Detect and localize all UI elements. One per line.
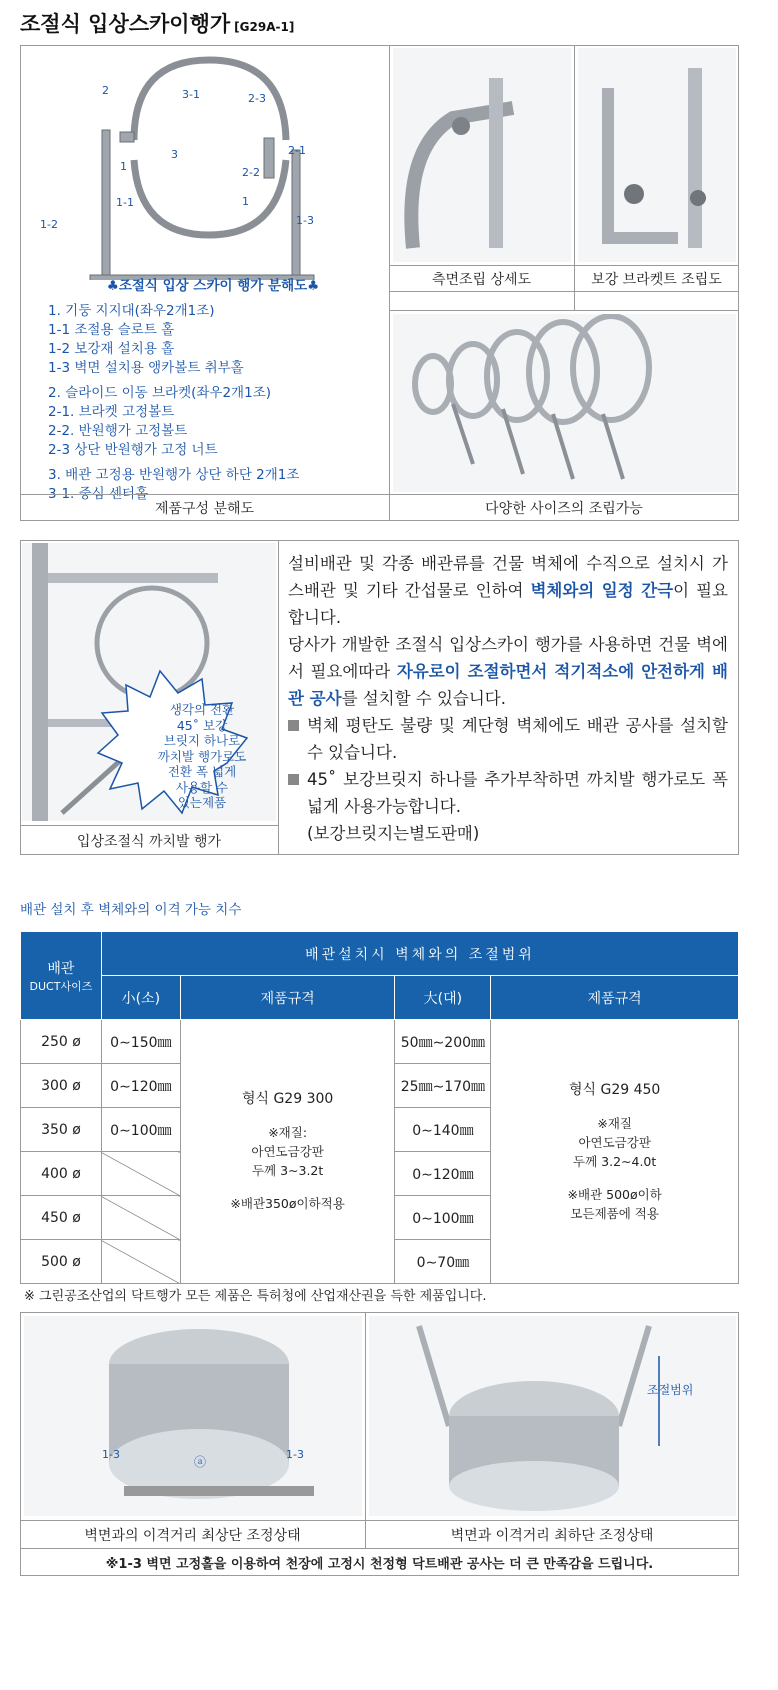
legend-line: 1-1 조절용 슬로트 홀 <box>48 322 175 338</box>
table-row: 350 ø 0∼100㎜ 0∼140㎜ <box>21 1108 739 1152</box>
badge-line: 45˚ 보강 <box>176 717 228 733</box>
exploded-diagram-svg <box>24 50 384 280</box>
label-1-2: 1-2 <box>40 218 58 231</box>
pipe-size-header: 배관 DUCT사이즈 <box>21 932 102 1020</box>
table-row: 400 ø 0∼120㎜ <box>21 1152 739 1196</box>
caption-bottom-adjust: 벽면과 이격거리 최하단 조정상태 <box>365 1520 739 1548</box>
product-description <box>288 550 728 847</box>
patent-note: ※ 그린공조산업의 닥트행가 모든 제품은 특허청에 산업재산권을 득한 제품입니다. <box>24 1289 487 1304</box>
spec-header-small: 제품규격 <box>180 976 395 1020</box>
badge-line: 사용할 수 <box>175 779 229 795</box>
label-2-1: 2-1 <box>288 144 306 157</box>
range-header: 배관설치시 벽체와의 조절범위 <box>101 932 738 976</box>
label-1-3: 1-3 <box>296 214 314 227</box>
label-a: ⓐ <box>194 1455 207 1469</box>
label-3-1: 3-1 <box>182 88 200 101</box>
label-1-1: 1-1 <box>116 196 134 209</box>
desc-paragraph-2: 당사가 개발한 조절식 입상스카이 행가를 사용하면 건물 벽에서 필요에따라 자유로이 조절하면서 적기적소에 안전하게 배관 공사를 설치할 수 있습니다. <box>288 635 728 708</box>
label-2-2: 2-2 <box>242 166 260 179</box>
desc-paragraph-1: 설비배관 및 각종 배관류를 건물 벽체에 수직으로 설치시 가스배관 및 기타 간섭물로 인하여 벽체와의 일정 간극이 필요합니다. <box>288 554 728 627</box>
legend-group-2 <box>48 384 378 460</box>
large-header: 大(대) <box>395 976 491 1020</box>
legend-line: 1. 기둥 지지대(좌우2개1조) <box>48 303 215 319</box>
page-title: 조절식 입상스카이행가 [G29A-1] <box>20 12 295 36</box>
label-2-3: 2-3 <box>248 92 266 105</box>
caption-bracket: 보강 브라켓트 조립도 <box>574 265 739 292</box>
legend-group-1 <box>48 302 378 378</box>
side-assembly-image <box>393 48 571 262</box>
spec-small-cell: 형식 G29 300 ※재질: 아연도금강판 두께 3∼3.2t ※배관350ø이하적용 <box>180 1020 395 1284</box>
legend-line: 1-2 보강재 설치용 홀 <box>48 341 175 357</box>
exploded-diagram <box>24 50 384 280</box>
bracket-left <box>120 132 134 142</box>
legend-line: 1-3 벽면 설치용 앵카볼트 취부홀 <box>48 360 244 376</box>
label-1: 1 <box>120 160 127 173</box>
left-column <box>102 130 110 280</box>
table-row: 300 ø 0∼120㎜ 25㎜∼170㎜ <box>21 1064 739 1108</box>
final-note: ※1-3 벽면 고정홀을 이용하여 천장에 고정시 천정형 닥트배관 공사는 더 큰 만족감을 드립니다. <box>20 1548 739 1576</box>
legend-line: 2. 슬라이드 이동 브라켓(좌우2개1조) <box>48 385 271 401</box>
empty-cell <box>101 1196 180 1240</box>
empty-cell <box>101 1152 180 1196</box>
badge-line: 까치발 행가로도 <box>157 748 247 764</box>
empty-cell <box>101 1240 180 1284</box>
caption-sizes: 다양한 사이즈의 조립가능 <box>389 494 739 521</box>
sizes-photo <box>393 314 736 492</box>
feature-badge <box>132 702 272 811</box>
bracket-image <box>578 48 736 262</box>
label-2: 2 <box>102 84 109 97</box>
product-code: [G29A-1] <box>234 20 295 34</box>
legend-line: 2-3 상단 반원행가 고정 너트 <box>48 442 218 458</box>
legend-line: 2-1. 브라켓 고정볼트 <box>48 404 175 420</box>
badge-line: 생각의 전환 <box>169 702 235 717</box>
badge-line: 있는제품 <box>177 795 227 810</box>
bottom-adjust-image <box>369 1316 736 1516</box>
table-subheading: 배관 설치 후 벽체와의 이격 가능 치수 <box>20 902 242 918</box>
spec-large-cell: 형식 G29 450 ※재질 아연도금강판 두께 3.2∼4.0t ※배관 500ø이하 모든제품에 적용 <box>491 1020 739 1284</box>
label-1-3-right: 1-3 <box>286 1448 304 1461</box>
caption-exploded: 제품구성 분해도 <box>20 494 389 521</box>
lower-half-hanger <box>134 160 286 235</box>
side-assembly-photo <box>393 48 571 262</box>
badge-line: 브릿지 하나로 <box>163 733 241 748</box>
caption-side: 측면조립 상세도 <box>389 265 574 292</box>
table-row: 250 ø 0∼150㎜ 형식 G29 300 ※재질: 아연도금강판 두께 3∼3.2t ※배관350ø이하적용 50㎜∼200㎜ 형식 G29 450 ※재질 아연도금강판 두께 3.2∼4.0t ※배관 500ø이하 모든제품에 적용 <box>21 1020 739 1064</box>
table-row: 500 ø 0∼70㎜ <box>21 1240 739 1284</box>
bottom-adjust-photo <box>369 1316 736 1516</box>
sizes-image <box>393 314 736 492</box>
bracket-photo <box>578 48 736 262</box>
desc-bullet-2: 45˚ 보강브릿지 하나를 추가부착하면 까치발 행가로도 폭넓게 사용가능합니다. (보강브릿지는별도판매) <box>288 766 728 847</box>
table-row: 450 ø 0∼100㎜ <box>21 1196 739 1240</box>
small-header: 小(소) <box>101 976 180 1020</box>
caption-bracket-hanger: 입상조절식 까치발 행가 <box>20 825 278 855</box>
top-adjust-image <box>24 1316 362 1516</box>
label-3: 3 <box>171 148 178 161</box>
caption-top-adjust: 벽면과의 이격거리 최상단 조정상태 <box>20 1520 365 1548</box>
label-range: 조절범위 <box>647 1383 694 1397</box>
legend-line: 2-2. 반원행가 고정볼트 <box>48 423 188 439</box>
top-adjust-photo <box>24 1316 362 1516</box>
legend-line: 3. 배관 고정용 반원행가 상단 하단 2개1조 <box>48 467 300 483</box>
bracket-right <box>264 138 274 178</box>
legend-title: ♣조절식 입상 스카이 행가 분해도♣ <box>106 278 320 294</box>
spec-header-large: 제품규격 <box>491 976 739 1020</box>
legend-line: 3-1. 중심 센터홀 <box>48 486 149 502</box>
spec-table <box>20 931 739 1284</box>
desc-bullet-1: 벽체 평탄도 불량 및 계단형 벽체에도 배관 공사를 설치할 수 있습니다. <box>288 712 728 766</box>
label-1-3-left: 1-3 <box>102 1448 120 1461</box>
parts-legend <box>48 277 378 504</box>
badge-line: 전환 폭 넓게 <box>167 764 237 779</box>
label-1b: 1 <box>242 195 249 208</box>
